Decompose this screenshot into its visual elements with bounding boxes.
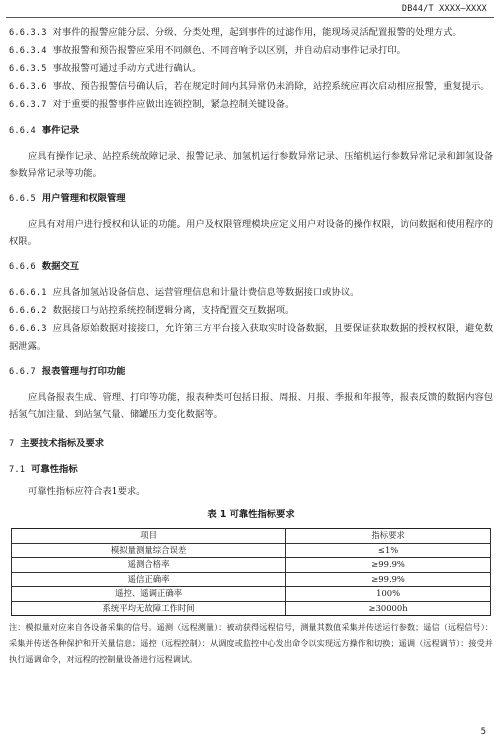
clause-6-6-3-7 <box>9 96 493 114</box>
heading-title: 用户管理和权限管理 <box>41 193 126 204</box>
clause-6-6-3-3 <box>9 24 493 42</box>
table-header-requirement: 指标要求 <box>286 529 491 544</box>
heading-title: 可靠性指标 <box>31 464 78 475</box>
clause-number: 6.6.6.3 <box>9 324 47 334</box>
table-cell: 遥信正确率 <box>12 572 286 587</box>
heading-number: 6.6.5 <box>9 194 36 204</box>
page-header <box>0 0 500 20</box>
heading-6-6-6 <box>9 258 493 276</box>
heading-title: 报表管理与打印功能 <box>41 366 126 377</box>
heading-number: 6.6.7 <box>9 367 36 377</box>
paragraph-event-records: 应具有操作记录、站控系统故障记录、报警记录、加氢机运行参数异常记录、压缩机运行参数异常记录和卸氢设备参数异常记录等功能。 <box>9 151 493 179</box>
page-number: 5 <box>480 727 486 737</box>
table-row <box>12 587 491 602</box>
heading-title: 数据交互 <box>41 261 80 272</box>
table-row <box>12 543 491 558</box>
heading-6-6-4 <box>9 122 493 140</box>
heading-number: 6.6.4 <box>9 126 36 136</box>
clause-text: 事故报警和预告报警应采用不同颜色、不同音响予以区别，并自动启动事件记录打印。 <box>52 45 406 56</box>
clause-number: 6.6.3.5 <box>9 64 47 74</box>
clause-text: 应具备加氢站设备信息、运营管理信息和计量计费信息等数据接口或协议。 <box>52 287 360 298</box>
heading-6-6-7 <box>9 363 493 381</box>
document-code: DB44/T XXXX—XXXX <box>401 4 487 14</box>
page-body <box>9 24 493 675</box>
table-cell: ≥99.9% <box>286 572 491 587</box>
table-cell: 模拟量测量综合误差 <box>12 543 286 558</box>
clause-6-6-6-2 <box>9 302 493 320</box>
clause-number: 6.6.3.4 <box>9 46 47 56</box>
table-cell: 系统平均无故障工作时间 <box>12 601 286 616</box>
reliability-table <box>11 528 491 616</box>
table-header-item: 项目 <box>12 529 286 544</box>
clause-text: 对于重要的报警事件应做出连锁控制，紧急控制关键设备。 <box>52 99 295 110</box>
table-row <box>12 572 491 587</box>
table-header-row <box>12 529 491 544</box>
table-cell: 100% <box>286 587 491 602</box>
heading-number: 6.6.6 <box>9 262 36 272</box>
paragraph-report-management: 应具备报表生成、管理、打印等功能，报表种类可包括日报、周报、月报、季报和年报等，报表反馈的数据内容包括氢气加注量、到站氢气量、储罐压力变化数据等。 <box>9 392 493 420</box>
heading-6-6-5 <box>9 190 493 208</box>
heading-number: 7.1 <box>9 465 26 475</box>
heading-title: 事件记录 <box>41 125 80 136</box>
table-row <box>12 601 491 616</box>
clause-6-6-3-4 <box>9 42 493 60</box>
heading-number: 7 <box>9 439 15 449</box>
clause-text: 应具备原始数据对接接口，允许第三方平台接入获取实时设备数据，且要保证获取数据的授权权限，避免数据泄露。 <box>9 323 493 352</box>
table-caption: 表 1 可靠性指标要求 <box>207 509 295 520</box>
clause-number: 6.6.3.7 <box>9 100 47 110</box>
table-row <box>12 558 491 573</box>
table-cell: ≥99.9% <box>286 558 491 573</box>
clause-number: 6.6.3.6 <box>9 82 47 92</box>
clause-number: 6.6.3.3 <box>9 28 47 38</box>
clause-text: 事故、预告报警信号确认后，若在规定时间内其异常仍未消除，站控系统应再次启动相应报警，重复提示。 <box>52 81 490 92</box>
clause-text: 数据接口与站控系统控制逻辑分离，支持配置交互数据项。 <box>52 305 295 316</box>
table-cell: ≤1% <box>286 543 491 558</box>
paragraph-user-management: 应具有对用户进行授权和认证的功能。用户及权限管理模块应定义用户对设备的操作权限，访问数据和使用程序的权限。 <box>9 219 493 247</box>
header-rule <box>6 17 494 18</box>
heading-7 <box>9 435 493 453</box>
heading-7-1 <box>9 461 493 479</box>
clause-6-6-3-5 <box>9 60 493 78</box>
clause-text: 事故报警可通过手动方式进行确认。 <box>52 63 202 74</box>
table-note: 注：模拟量对应来自各设备采集的信号。遥测（远程测量）：被动获得远程信号，测量其数值采集并传送运行参数；遥信（远程信号）：采集并传送各种保护和开关量信息；遥控（远程控制）：从调度或监控中心发出命令以实现远方操作和切换；遥调（远程调节）：接受并执行遥调命令，对远程的控制量设备进行远程调试。 <box>9 622 493 664</box>
clause-6-6-6-1 <box>9 284 493 302</box>
paragraph-reliability: 可靠性指标应符合表1要求。 <box>28 486 146 497</box>
clause-number: 6.6.6.1 <box>9 288 47 298</box>
table-cell: ≥30000h <box>286 601 491 616</box>
table-cell: 遥测合格率 <box>12 558 286 573</box>
table-cell: 遥控、遥调正确率 <box>12 587 286 602</box>
clause-6-6-6-3 <box>9 320 493 355</box>
clause-number: 6.6.6.2 <box>9 306 47 316</box>
heading-title: 主要技术指标及要求 <box>20 438 105 449</box>
clause-text: 对事件的报警应能分层、分级、分类处理，起到事件的过滤作用，能现场灵活配置报警的处理方式。 <box>52 27 462 38</box>
clause-6-6-3-6 <box>9 78 493 96</box>
